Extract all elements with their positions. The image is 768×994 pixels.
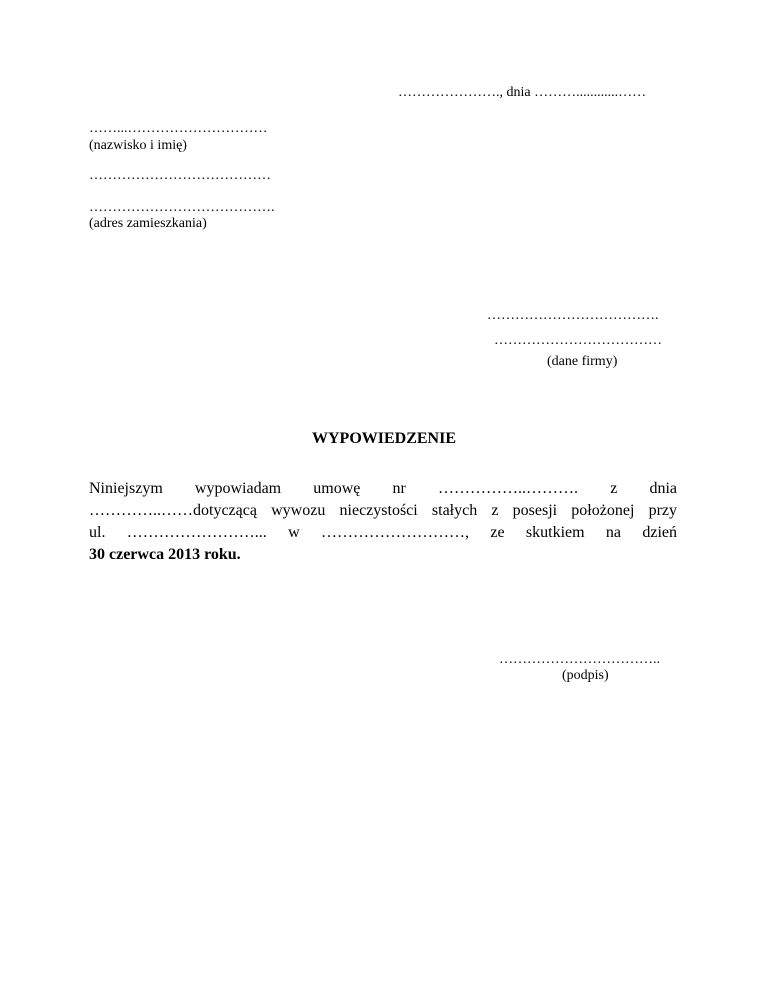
body-line-1: Niniejszym wypowiadam umowę nr ……………..………. z dnia <box>89 480 677 497</box>
signature-label: (podpis) <box>562 668 609 683</box>
sender-address-dots-1: ………………………………… <box>89 168 271 183</box>
body-line-4-effective-date: 30 czerwca 2013 roku. <box>89 546 241 563</box>
sender-name-dots: ……...………………………… <box>89 121 268 136</box>
signature-dots: …………………………….. <box>499 652 660 667</box>
place-date-line: …………………., dnia ………............…… <box>398 85 647 100</box>
body-line-3: ul. ……………………... w ………………………, ze skutkiem na dzień <box>89 524 677 541</box>
sender-name-label: (nazwisko i imię) <box>89 138 187 153</box>
sender-address-dots-2: …………………………………. <box>89 200 275 215</box>
sender-address-label: (adres zamieszkania) <box>89 216 207 231</box>
document-title: WYPOWIEDZENIE <box>311 430 457 447</box>
company-label: (dane firmy) <box>547 354 618 369</box>
company-dots-2: ……………………………… <box>494 333 662 348</box>
document-body <box>89 478 677 566</box>
body-line-2: …………..……dotyczącą wywozu nieczystości stałych z posesji położonej przy <box>89 502 677 519</box>
company-dots-1: ………………………………. <box>487 308 659 323</box>
